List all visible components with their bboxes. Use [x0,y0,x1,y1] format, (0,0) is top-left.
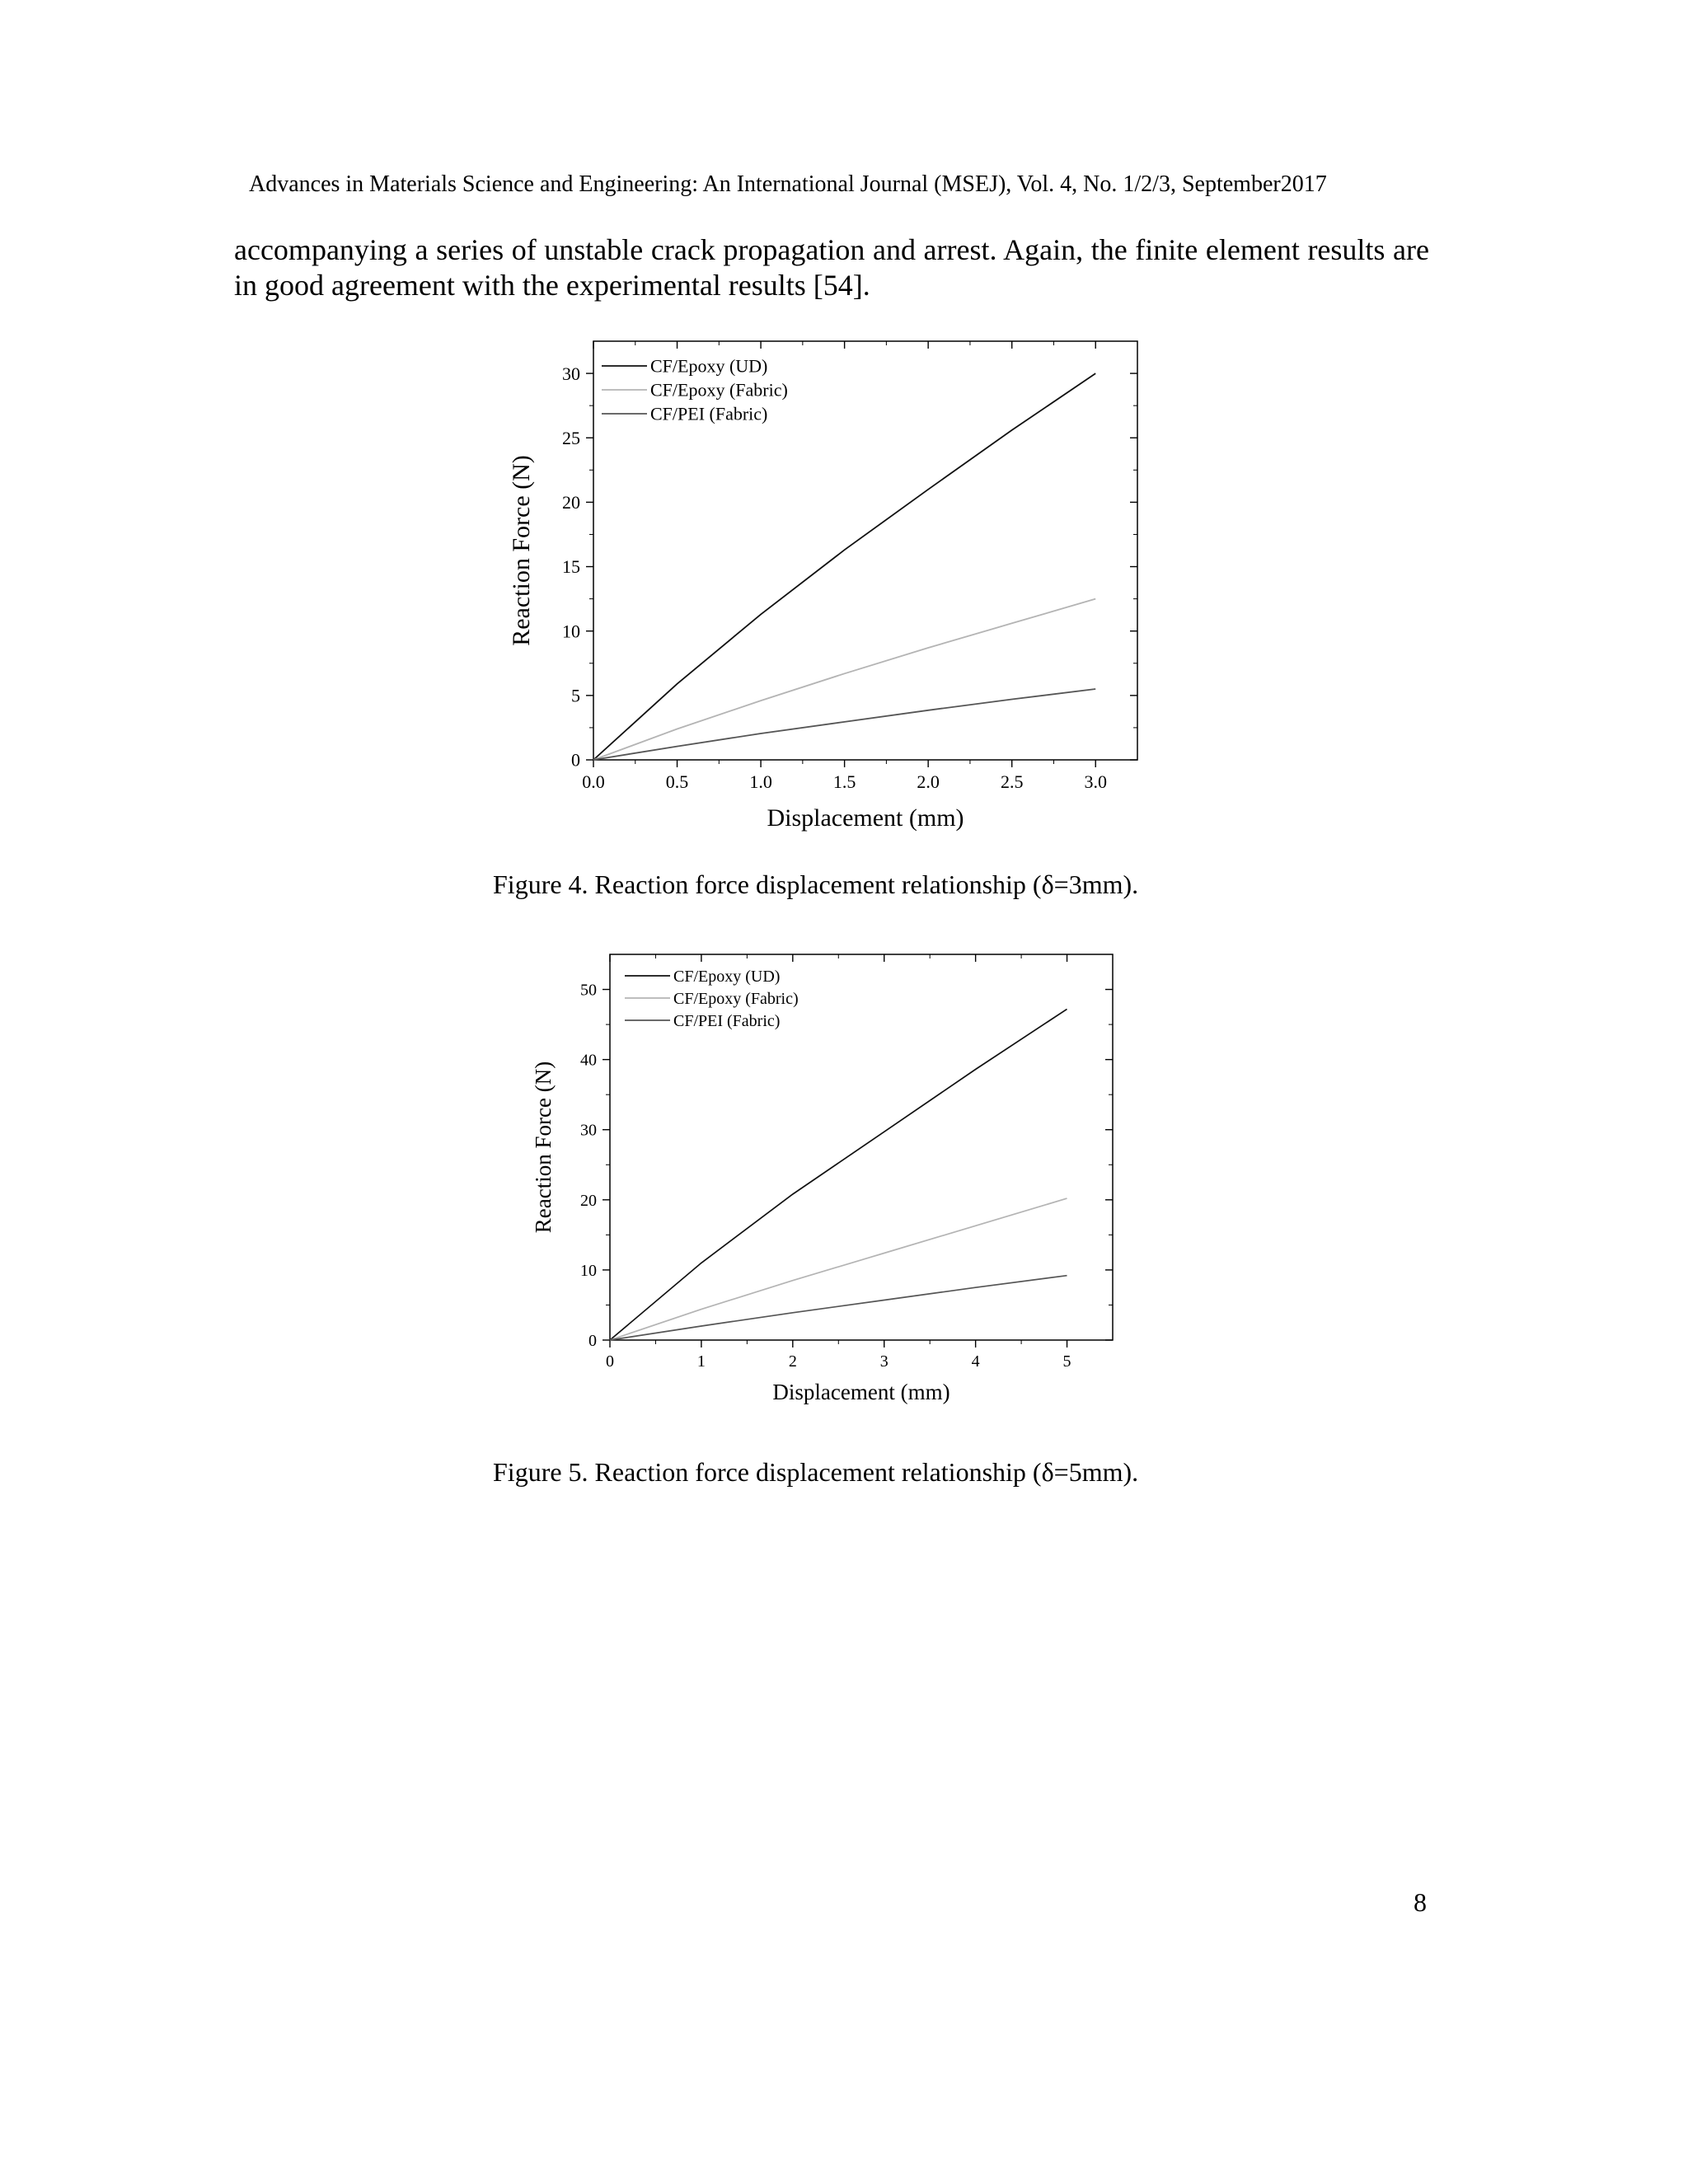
fig4-x-tick-label: 1.0 [749,771,772,792]
fig5-series-line-1 [610,1009,1067,1340]
fig4-x-tick-label: 0.5 [665,771,689,792]
fig5-x-tick-label: 1 [696,1352,706,1371]
fig5-legend-label-2: CF/Epoxy (Fabric) [673,990,799,1008]
fig4-legend-label-2: CF/Epoxy (Fabric) [650,379,788,401]
fig5-x-tick-label: 5 [1062,1352,1071,1371]
figure-4 [495,321,1154,857]
fig4-legend-label-1: CF/Epoxy (UD) [650,355,768,377]
fig5-legend-label-1: CF/Epoxy (UD) [673,968,781,986]
figure-4-caption: Figure 4. Reaction force displacement relationship (δ=3mm). [493,869,1139,899]
fig5-x-axis-title: Displacement (mm) [772,1380,950,1404]
figure-5-chart [519,940,1146,1434]
fig4-y-axis-title: Reaction Force (N) [508,455,535,646]
fig4-y-tick-label: 5 [571,685,580,706]
fig5-series-line-2 [610,1198,1067,1340]
running-header: Advances in Materials Science and Engineering: An International Journal (MSEJ), Vol. 4, No. 1/2/3, September2017 [249,171,1327,197]
fig5-y-axis-title: Reaction Force (N) [531,1061,556,1234]
fig4-series-line-1 [593,373,1095,760]
fig4-legend-label-3: CF/PEI (Fabric) [650,403,768,424]
fig5-x-tick-label: 2 [788,1352,797,1371]
fig5-x-tick-label: 0 [606,1352,614,1371]
fig4-series-line-2 [593,599,1095,760]
fig4-y-tick-label: 0 [571,749,580,771]
page-number: 8 [1414,1887,1427,1917]
fig4-x-tick-label: 0.0 [582,771,605,792]
fig5-y-tick-label: 50 [580,981,597,1000]
fig4-x-tick-label: 3.0 [1084,771,1107,792]
fig4-x-tick-label: 2.0 [917,771,940,792]
fig5-legend-label-3: CF/PEI (Fabric) [673,1012,781,1030]
fig4-x-axis-title: Displacement (mm) [767,804,964,832]
fig5-x-tick-label: 4 [971,1352,980,1371]
fig5-y-tick-label: 40 [580,1051,597,1070]
figure-5-caption: Figure 5. Reaction force displacement relationship (δ=5mm). [493,1457,1139,1487]
figure-5 [519,940,1146,1434]
fig4-x-tick-label: 2.5 [1000,771,1024,792]
body-paragraph: accompanying a series of unstable crack propagation and arrest. Again, the finite element results are in good agreement with the experimental results [54]. [234,233,1429,302]
fig5-x-tick-label: 3 [879,1352,889,1371]
fig5-series-line-3 [610,1276,1067,1340]
fig5-y-tick-label: 20 [580,1191,597,1210]
fig4-y-tick-label: 20 [562,492,580,513]
fig4-y-tick-label: 15 [562,556,580,578]
fig4-y-tick-label: 30 [562,363,580,384]
fig5-y-tick-label: 30 [580,1121,597,1140]
fig4-y-tick-label: 25 [562,427,580,448]
figure-4-chart [495,321,1154,857]
fig4-y-tick-label: 10 [562,621,580,642]
fig4-series-line-3 [593,689,1095,760]
fig4-x-tick-label: 1.5 [832,771,856,792]
fig5-y-tick-label: 0 [588,1332,597,1350]
fig5-y-tick-label: 10 [580,1261,597,1280]
